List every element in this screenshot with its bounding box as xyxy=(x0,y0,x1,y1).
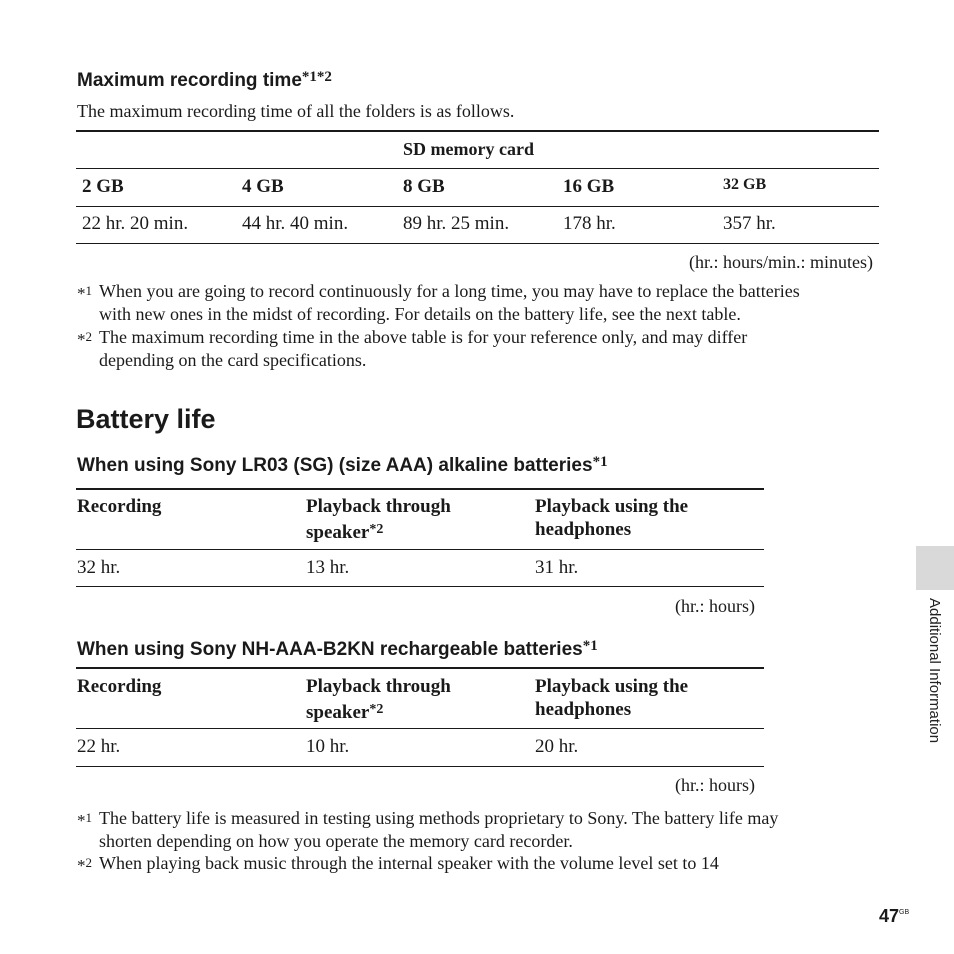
column-header-16gb: 16 GB xyxy=(563,176,615,197)
heading-text: Maximum recording time xyxy=(77,70,302,91)
value-recording: 22 hr. xyxy=(77,736,121,757)
column-header-4gb: 4 GB xyxy=(242,176,284,197)
heading-footnote-marks: *1*2 xyxy=(301,69,332,85)
footnote-line: The battery life is measured in testing using methods proprietary to Sony. The battery life may xyxy=(99,808,779,828)
value-playback-speaker: 13 hr. xyxy=(306,557,350,578)
value-16gb: 178 hr. xyxy=(563,213,616,234)
column-header-32gb: 32 GB xyxy=(723,176,767,193)
footnote-line: with new ones in the midst of recording. For details on the battery life, see the next table. xyxy=(99,303,741,324)
value-2gb: 22 hr. 20 min. xyxy=(82,213,189,234)
footnote-line: When you are going to record continuously for a long time, you may have to replace the batteries xyxy=(99,281,800,301)
value-playback-headphones: 31 hr. xyxy=(535,557,579,578)
footnote-2 xyxy=(77,326,887,371)
value-8gb: 89 hr. 25 min. xyxy=(403,213,510,234)
side-tab xyxy=(916,546,954,590)
subheading-rechargeable xyxy=(77,639,598,661)
heading-footnote-mark: *1 xyxy=(582,638,598,654)
column-header-8gb: 8 GB xyxy=(403,176,445,197)
page-number xyxy=(879,906,909,927)
section-title-battery-life: Battery life xyxy=(76,404,216,434)
footnote-1 xyxy=(77,280,887,325)
page-number-suffix: GB xyxy=(899,909,910,916)
footnote-line: The maximum recording time in the above table is for your reference only, and may differ xyxy=(99,327,748,347)
footnote-mark: *$^2$ xyxy=(77,329,92,349)
value-playback-headphones: 20 hr. xyxy=(535,736,579,757)
footnote-1 xyxy=(77,807,897,852)
table-top-rule xyxy=(76,130,879,132)
table-rule xyxy=(76,728,764,729)
column-header-recording: Recording xyxy=(77,676,162,697)
table-top-rule xyxy=(76,488,764,490)
footnote-2 xyxy=(77,852,897,875)
page-number-value: 47 xyxy=(879,906,900,926)
heading-footnote-mark: *1 xyxy=(592,454,608,470)
footnote-mark: *$^1$ xyxy=(77,283,92,303)
table-bottom-rule xyxy=(76,586,764,587)
subheading-text: When using Sony LR03 (SG) (size AAA) alkaline batteries xyxy=(77,455,593,476)
table-group-header: SD memory card xyxy=(403,139,534,159)
footnote-line: When playing back music through the internal speaker with the volume level set to 14 xyxy=(99,853,719,873)
section-heading-max-recording xyxy=(77,70,332,92)
unit-note: (hr.: hours) xyxy=(675,775,755,795)
subheading-text: When using Sony NH-AAA-B2KN rechargeable batteries xyxy=(77,639,583,660)
subheading-alkaline xyxy=(77,455,608,477)
unit-note: (hr.: hours) xyxy=(675,596,755,616)
side-tab-label: Additional Information xyxy=(926,598,943,744)
value-32gb: 357 hr. xyxy=(723,213,776,234)
value-4gb: 44 hr. 40 min. xyxy=(242,213,349,234)
footnote-mark: *$^2$ xyxy=(77,855,92,875)
table-rule xyxy=(76,206,879,207)
column-header-playback-speaker: Playback through speaker$^{*2}$ xyxy=(306,676,451,723)
value-recording: 32 hr. xyxy=(77,557,121,578)
column-header-playback-headphones: Playback using the headphones xyxy=(535,676,689,720)
footnote-mark: *$^1$ xyxy=(77,810,92,830)
column-header-playback-headphones: Playback using the headphones xyxy=(535,496,689,540)
column-header-2gb: 2 GB xyxy=(82,176,124,197)
column-header-recording: Recording xyxy=(77,496,162,517)
table-top-rule xyxy=(76,667,764,669)
footnote-line: depending on the card specifications. xyxy=(99,349,367,370)
footnote-line: shorten depending on how you operate the memory card recorder. xyxy=(99,830,573,851)
table-bottom-rule xyxy=(76,766,764,767)
table-bottom-rule xyxy=(76,243,879,244)
intro-text: The maximum recording time of all the folders is as follows. xyxy=(77,101,515,121)
column-header-playback-speaker: Playback through speaker$^{*2}$ xyxy=(306,496,451,543)
table-rule xyxy=(76,549,764,550)
unit-note: (hr.: hours/min.: minutes) xyxy=(689,252,873,272)
value-playback-speaker: 10 hr. xyxy=(306,736,350,757)
table-rule xyxy=(76,168,879,169)
